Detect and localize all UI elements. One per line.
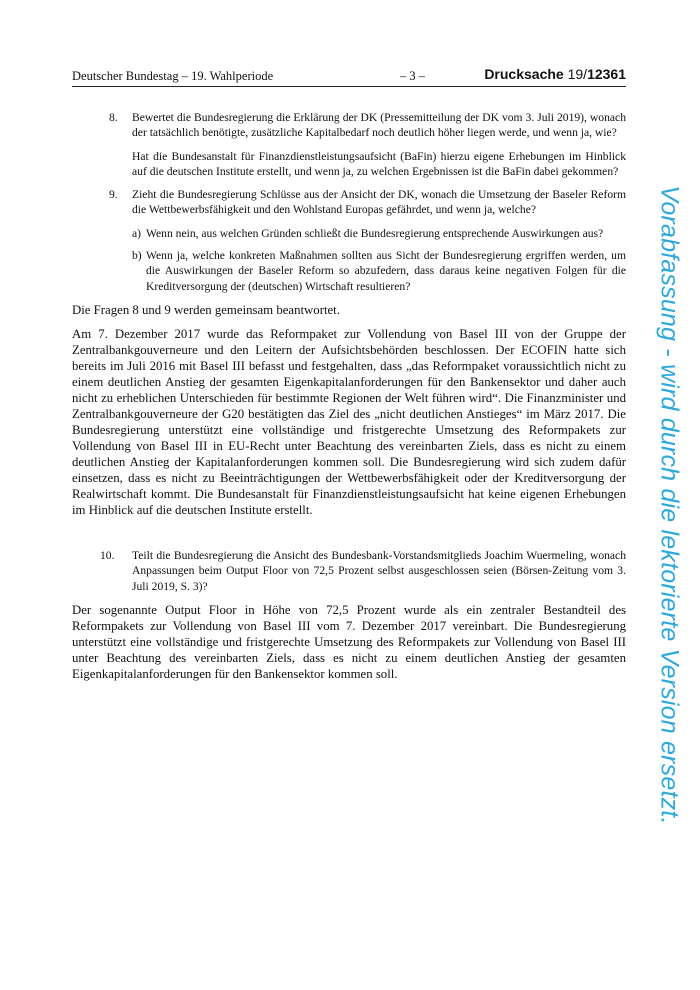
question-8 bbox=[72, 110, 626, 179]
question-number: 10. bbox=[100, 548, 115, 562]
answer-intro: Die Fragen 8 und 9 werden gemeinsam beantwortet. bbox=[72, 302, 340, 317]
answer-8-9: Am 7. Dezember 2017 wurde das Reformpaket zur Vollendung von Basel III von der Gruppe der Zentralbankgouverneure und den Leitern der Aufsichtsbehörden beschlossen. Der ECOFIN hatte sich bereits im Juli 2016 mit Basel III befasst und festgehalten, dass „das Reformpaket voraussichtlich nicht zu einem deutlichen Anstieg der gesamten Eigenkapitalanforderungen für den Bankensektor und daher auch nicht zu erheblichen Unterschieden für bestimmte Regionen der Welt führen wird“. Die Finanzminister und Zentralbankgouverneure der G20 bestätigten das Ziel des „nicht deutlichen Anstieges“ im März 2017. Die Bundesregierung unterstützt eine vollständige und fristgerechte Umsetzung des Reformpakets zur Vollendung von Basel III in EU-Recht unter Beachtung des vereinbarten Ziels, dass es nicht zu einem deutlichen Anstieg der Kapitalanforderungen kommen soll. Die Bundesregierung wird sich zudem dafür einsetzen, dass es nicht zu Beeinträchtigungen der Wettbewerbsfähigkeit oder der Kreditversorgung der Realwirtschaft kommt. Die Bundesanstalt für Finanzdienstleistungsaufsicht hat keine eigenen Erhebungen im Hinblick auf die deutschen Institute erstellt. bbox=[72, 326, 626, 517]
sub-question-a bbox=[132, 226, 626, 241]
sub-question-b bbox=[132, 248, 626, 294]
question-text: Hat die Bundesanstalt für Finanzdienstleistungsaufsicht (BaFin) hierzu eigene Erhebungen im Hinblick auf die deutschen Institute erstellt, und wenn ja, zu welchen Ergebnissen ist die BaFin dabei gekommen? bbox=[132, 149, 626, 178]
sub-question-text: Wenn ja, welche konkreten Maßnahmen sollten aus Sicht der Bundesregierung ergriffen werden, um die Auswirkungen der Baseler Reform so abzufedern, dass daraus keine negativen Folgen für die Kreditversorgung der (deutschen) Wirtschaft resultieren? bbox=[146, 249, 626, 293]
watermark-text: Vorabfassung - wird durch die lektorierte Version ersetzt. bbox=[655, 185, 684, 825]
sub-question-label: a) bbox=[132, 226, 142, 240]
sub-question-text: Wenn nein, aus welchen Gründen schließt die Bundesregierung entsprechende Auswirkungen aus? bbox=[146, 226, 604, 240]
question-text: Bewertet die Bundesregierung die Erklärung der DK (Pressemitteilung der DK vom 3. Juli 2019), wonach der tatsächlich benötigte, zusätzliche Kapitalbedarf noch deutlich höher liegen werde, und wenn ja, wie? bbox=[132, 111, 626, 140]
header-publication: Deutscher Bundestag – 19. Wahlperiode bbox=[72, 69, 274, 83]
answer-10: Der sogenannte Output Floor in Höhe von 72,5 Prozent wurde als ein zentraler Bestandteil des Reformpakets zur Vollendung von Basel III vom 7. Dezember 2017 vereinbart. Die Bundesregierung unterstützt eine vollständige und fristgerechte Umsetzung des Reformpakets zur Vollendung von Basel III unter Beachtung des vereinbarten Ziels, dass es nicht zu einem deutlichen Anstieg der gesamten Eigenkapitalanforderungen für den Bankensektor kommen soll. bbox=[72, 602, 626, 681]
question-text: Zieht die Bundesregierung Schlüsse aus der Ansicht der DK, wonach die Umsetzung der Baseler Reform die Wettbewerbsfähigkeit und den Wohlstand Europas gefährdet, und wenn ja, welche? bbox=[132, 188, 626, 217]
page-number: – 3 – bbox=[400, 69, 425, 83]
question-number: 9. bbox=[109, 188, 118, 202]
spacer bbox=[72, 526, 626, 548]
watermark bbox=[649, 110, 689, 900]
page-header bbox=[72, 66, 626, 87]
question-number: 8. bbox=[109, 111, 118, 124]
document-number bbox=[484, 66, 626, 82]
sub-question-label: b) bbox=[132, 249, 142, 263]
page-content bbox=[72, 110, 626, 690]
question-text: Teilt die Bundesregierung die Ansicht des Bundesbank-Vorstandsmitglieds Joachim Wuermeling, wonach Anpassungen beim Output Floor von 72,5 Prozent selbst ausgeschlossen seien (Börsen-Zeitung vom 3. Juli 2019, S. 3)? bbox=[132, 548, 626, 593]
document-number-period: 19/ bbox=[567, 66, 588, 82]
document-number-id: 12361 bbox=[587, 66, 626, 82]
question-9 bbox=[72, 187, 626, 294]
question-10 bbox=[72, 548, 626, 594]
document-number-label: Drucksache bbox=[484, 66, 564, 82]
